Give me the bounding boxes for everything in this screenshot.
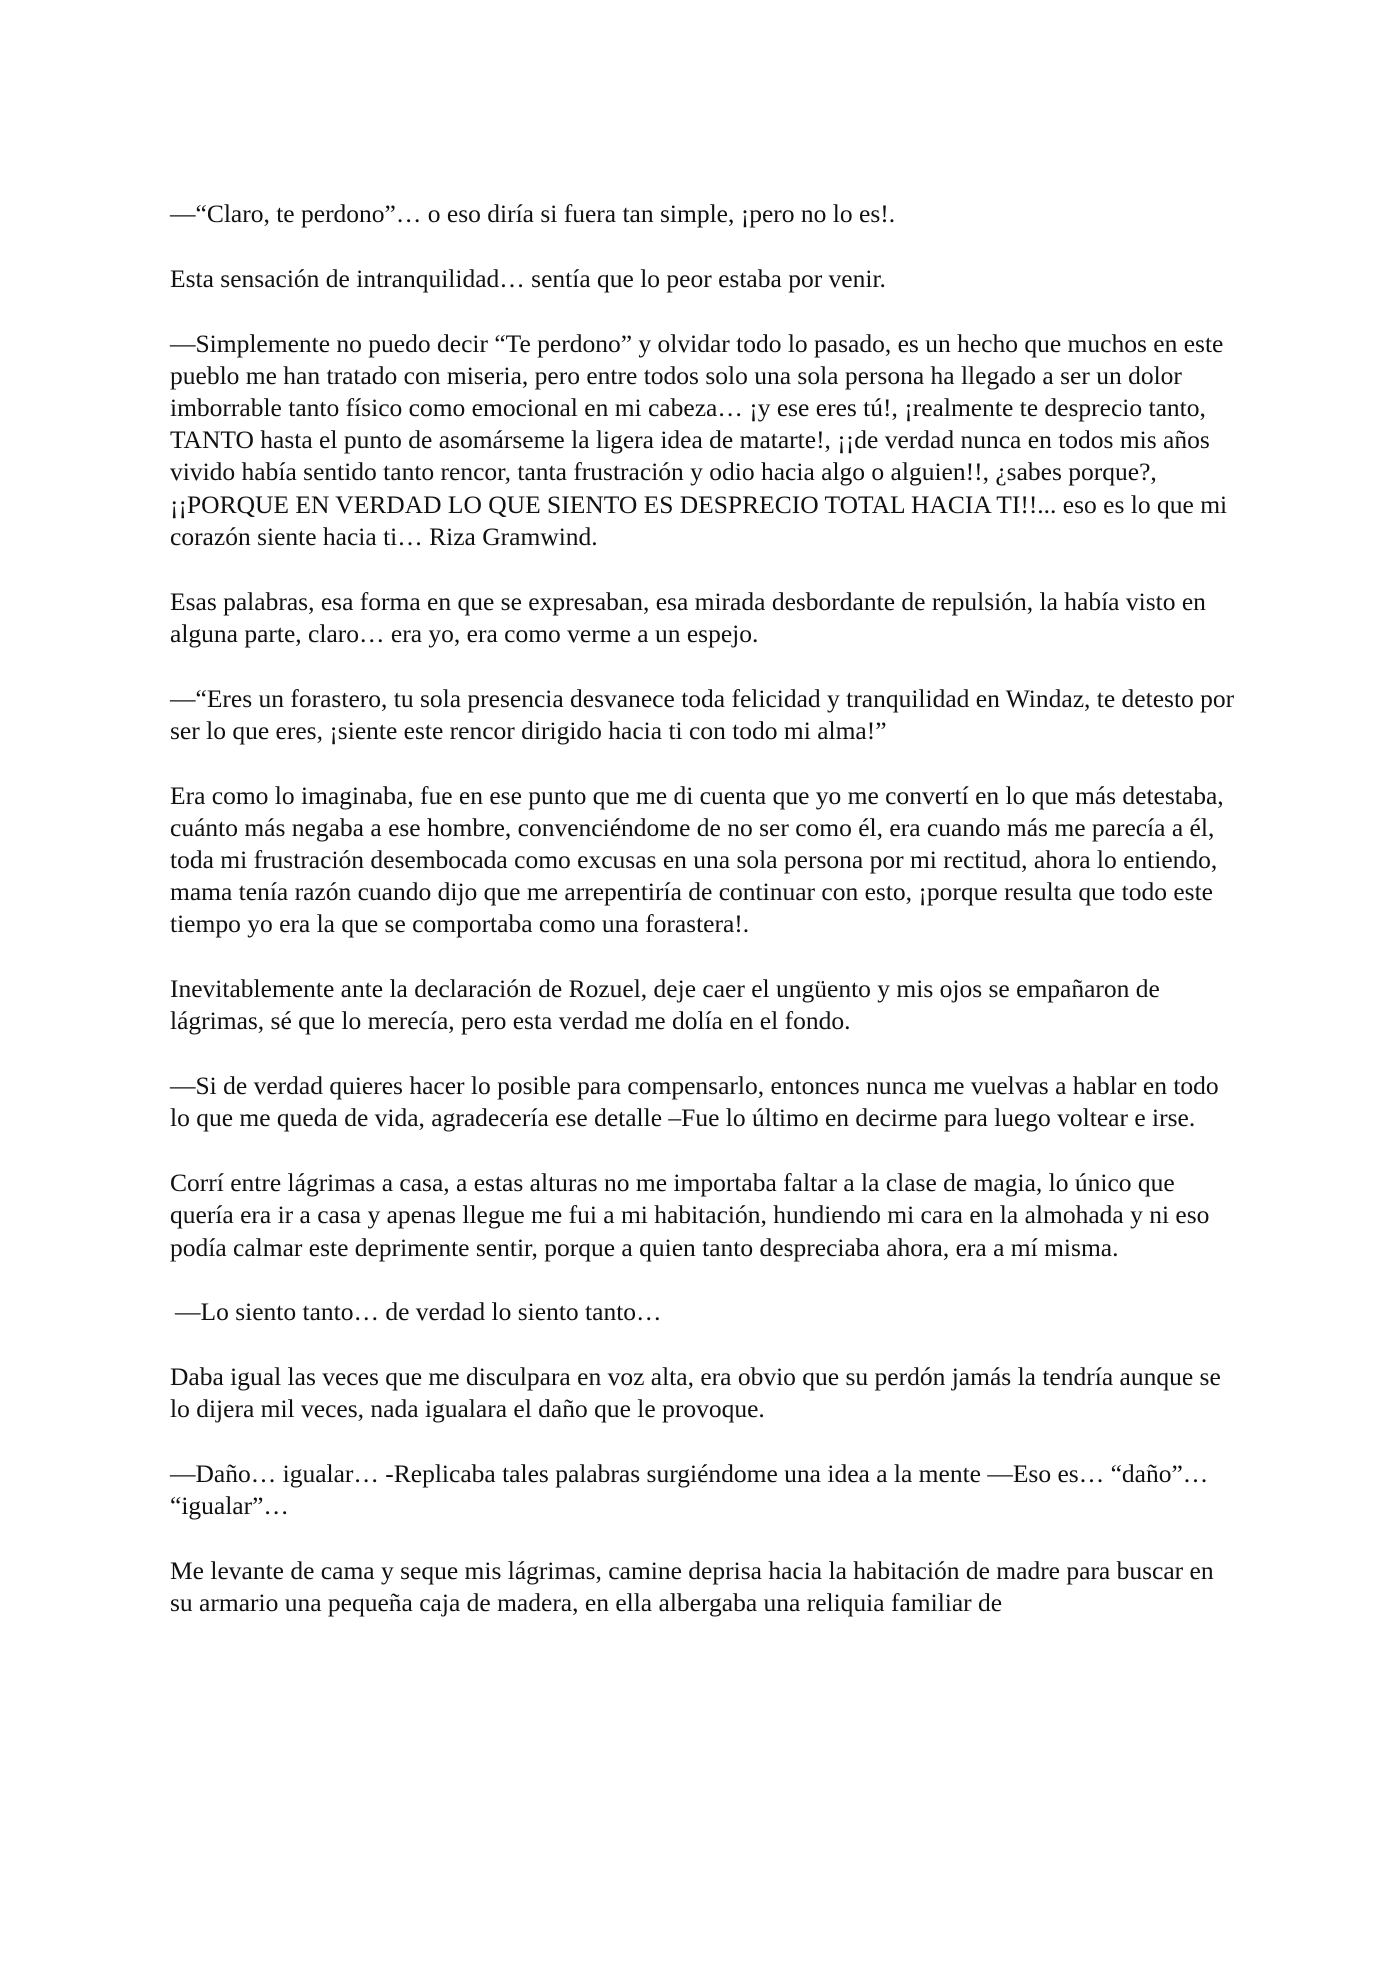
document-body [170,198,1240,1652]
paragraph: —“Claro, te perdono”… o eso diría si fuera tan simple, ¡pero no lo es!. [170,199,896,228]
paragraph: —Lo siento tanto… de verdad lo siento tanto… [175,1297,662,1327]
paragraph: Daba igual las veces que me disculpara en voz alta, era obvio que su perdón jamás la tendría aunque se lo dijera mil veces, nada igualara el daño que le provoque. [170,1362,1221,1424]
paragraph: —Si de verdad quieres hacer lo posible para compensarlo, entonces nunca me vuelvas a hablar en todo lo que me queda de vida, agradecería ese detalle –Fue lo último en decirme para luego voltear e irse. [170,1071,1219,1133]
paragraph: —Simplemente no puedo decir “Te perdono” y olvidar todo lo pasado, es un hecho que muchos en este pueblo me han tratado con miseria, pero entre todos solo una sola persona ha llegado a ser un dolor imborrable tanto físico como emocional en mi cabeza… ¡y ese eres tú!, ¡realmente te desprecio tanto, TANTO hasta el punto de asomárseme la ligera idea de matarte!, ¡¡de verdad nunca en todos mis años vivido había sentido tanto rencor, tanta frustración y odio hacia algo o alguien!!, ¿sabes porque?, ¡¡PORQUE EN VERDAD LO QUE SIENTO ES DESPRECIO TOTAL HACIA TI!!... eso es lo que mi corazón siente hacia ti… Riza Gramwind. [170,328,1228,551]
paragraph: Era como lo imaginaba, fue en ese punto que me di cuenta que yo me convertí en lo que más detestaba, cuánto más negaba a ese hombre, convenciéndome de no ser como él, era cuando más me parecía a él, toda mi frustración desembocada como excusas en una sola persona por mi rectitud, ahora lo entiendo, mama tenía razón cuando dijo que me arrepentiría de continuar con esto, ¡porque resulta que todo este tiempo yo era la que se comportaba como una forastera!. [170,780,1224,939]
paragraph: Me levante de cama y seque mis lágrimas, camine deprisa hacia la habitación de madre para buscar en su armario una pequeña caja de madera, en ella albergaba una reliquia familiar de [170,1556,1214,1618]
paragraph: Esas palabras, esa forma en que se expresaban, esa mirada desbordante de repulsión, la había visto en alguna parte, claro… era yo, era como verme a un espejo. [170,586,1206,648]
paragraph: —“Eres un forastero, tu sola presencia desvanece toda felicidad y tranquilidad en Windaz, te detesto por ser lo que eres, ¡siente este rencor dirigido hacia ti con todo mi alma!” [170,683,1235,745]
paragraph: Corrí entre lágrimas a casa, a estas alturas no me importaba faltar a la clase de magia, lo único que quería era ir a casa y apenas llegue me fui a mi habitación, hundiendo mi cara en la almohada y ni eso podía calmar este deprimente sentir, porque a quien tanto despreciaba ahora, era a mí misma. [170,1168,1210,1262]
paragraph: —Daño… igualar… -Replicaba tales palabras surgiéndome una idea a la mente —Eso es… “daño”… “igualar”… [170,1459,1209,1521]
paragraph: Inevitablemente ante la declaración de Rozuel, deje caer el ungüento y mis ojos se empañaron de lágrimas, sé que lo merecía, pero esta verdad me dolía en el fondo. [170,974,1160,1036]
paragraph: Esta sensación de intranquilidad… sentía que lo peor estaba por venir. [170,263,886,293]
